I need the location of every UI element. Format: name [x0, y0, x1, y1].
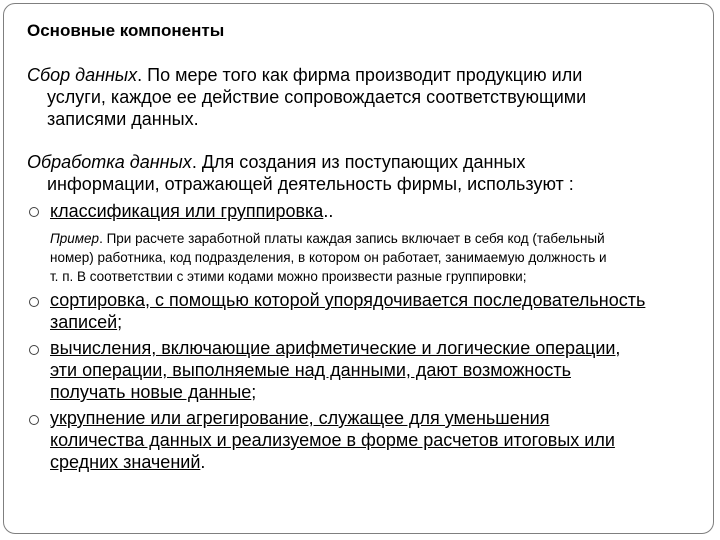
sorting-line-1: сортировка, с помощью которой упорядочивается последовательность [50, 290, 646, 310]
classification-tail: .. [323, 201, 334, 221]
classification-text: классификация или группировка [50, 201, 324, 221]
bullet-marker-4 [29, 415, 39, 425]
term-data-processing: Обработка данных [27, 152, 192, 172]
sorting-tail: ; [117, 312, 123, 332]
term-data-collection: Сбор данных [27, 65, 138, 85]
data-collection-line-2: услуги, каждое ее действие сопровождается соответствующими [47, 87, 587, 107]
aggregation-line-1: укрупнение или агрегирование, служащее для уменьшения [50, 408, 550, 428]
example-line-3: т. п. В соответствии с этими кодами можно произвести разные группировки; [50, 269, 527, 284]
aggregation-line-2: количества данных и реализуемое в форме расчетов итоговых или [50, 430, 615, 450]
example-block [50, 229, 607, 286]
bullet-classification [50, 200, 333, 222]
paragraph-data-collection [27, 64, 586, 130]
slide-title: Основные компоненты [27, 21, 225, 40]
bullet-sorting [50, 289, 645, 333]
bullet-marker-1 [29, 207, 39, 217]
aggregation-line-3: средних значений [50, 452, 201, 472]
calculations-tail: ; [251, 382, 257, 402]
paragraph-data-processing [27, 151, 574, 195]
aggregation-tail: . [200, 452, 206, 472]
bullet-aggregation [50, 407, 615, 473]
calculations-line-1: вычисления, включающие арифметические и логические операции, [50, 338, 621, 358]
data-processing-line-2: информации, отражающей деятельность фирмы, используют : [47, 174, 574, 194]
bullet-calculations [50, 337, 620, 403]
data-processing-line-1: . Для создания из поступающих данных [191, 152, 526, 172]
example-label: Пример [50, 231, 100, 246]
bullet-marker-2 [29, 297, 39, 307]
calculations-line-2: эти операции, выполняемые над данными, дают возможность [50, 360, 571, 380]
example-line-2: номер) работника, код подразделения, в котором он работает, занимаемую должность и [50, 250, 607, 265]
bullet-marker-3 [29, 345, 39, 355]
example-line-1: . При расчете заработной платы каждая запись включает в себя код (табельный [99, 231, 605, 246]
calculations-line-3: получать новые данные [50, 382, 252, 402]
data-collection-line-1: . По мере того как фирма производит продукцию или [137, 65, 583, 85]
sorting-line-2: записей [50, 312, 118, 332]
data-collection-line-3: записями данных. [47, 109, 199, 129]
